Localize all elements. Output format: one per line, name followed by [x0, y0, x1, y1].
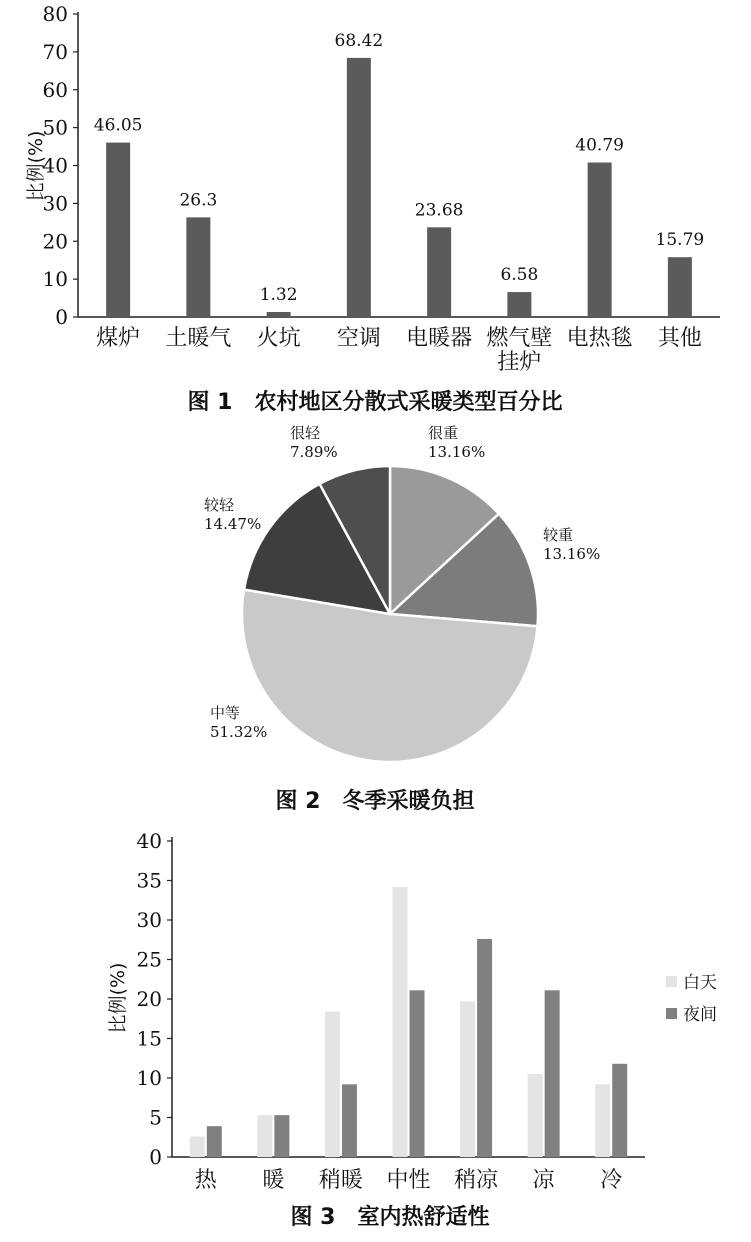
chart1-caption: 图 1 农村地区分散式采暖类型百分比: [187, 390, 563, 415]
chart3-y-tick-label: 20: [136, 987, 162, 1011]
chart1-y-tick-label: 60: [42, 77, 68, 102]
chart3-y-tick-label: 35: [136, 868, 162, 893]
chart1-y-tick-label: 50: [42, 115, 68, 140]
chart3-category-label: 稍暖: [318, 1168, 363, 1193]
pie-slice-label: 很轻: [290, 424, 321, 442]
chart3-y-tick-label: 10: [136, 1066, 162, 1090]
pie-slice-label: 较轻: [204, 496, 235, 514]
chart1-data-label: 1.32: [259, 285, 298, 306]
pie-slice-percent: 13.16%: [428, 443, 486, 461]
chart3-bar-night: [612, 1064, 627, 1157]
chart1-bar: [267, 312, 291, 317]
chart1-data-label: 46.05: [93, 115, 143, 136]
chart3-ylabel: 比例(%): [107, 962, 129, 1034]
chart3-y-tick-label: 30: [136, 908, 162, 932]
chart1-y-tick-label: 80: [42, 2, 68, 26]
pie-slice-label: 中等: [210, 704, 241, 722]
chart1-data-label: 6.58: [500, 265, 539, 286]
chart3-bar-night: [410, 990, 425, 1157]
chart1-bar: [588, 163, 612, 317]
chart1-category-label: 煤炉: [96, 326, 141, 351]
pie-slice-label: 较重: [543, 526, 574, 544]
chart3-bar-day: [190, 1136, 205, 1157]
chart-heating-burden: [204, 424, 600, 762]
chart-thermal-comfort: [107, 829, 717, 1193]
chart1-y-tick-label: 40: [42, 153, 68, 178]
chart3-bar-day: [460, 1001, 475, 1157]
chart3-bar-day: [393, 887, 408, 1157]
chart1-bar: [106, 143, 130, 317]
chart1-y-tick-label: 0: [55, 305, 68, 329]
chart1-bar: [347, 58, 371, 317]
chart1-bar: [186, 217, 210, 317]
chart1-y-tick-label: 20: [42, 229, 68, 254]
pie-slice-percent: 14.47%: [204, 515, 262, 533]
chart2-caption: 图 2 冬季采暖负担: [275, 789, 475, 814]
chart3-y-tick-label: 5: [149, 1105, 162, 1130]
chart1-data-label: 26.3: [179, 190, 218, 211]
chart1-category-label: 其他: [657, 326, 702, 351]
chart1-category-label: 空调: [336, 326, 381, 351]
chart1-data-label: 68.42: [334, 30, 384, 51]
chart3-bar-night: [342, 1084, 357, 1157]
chart3-category-label: 暖: [262, 1168, 285, 1193]
chart3-bar-night: [477, 939, 492, 1157]
chart1-category-label: 火坑: [256, 326, 301, 351]
chart1-category-label: 燃气壁: [486, 326, 553, 351]
chart1-ylabel: 比例(%): [25, 130, 47, 202]
pie-slice-percent: 51.32%: [210, 723, 268, 741]
chart1-category-label: 土暖气: [165, 326, 232, 351]
pie-slice-percent: 13.16%: [543, 545, 601, 563]
chart3-y-tick-label: 0: [149, 1145, 162, 1169]
chart1-category-label: 挂炉: [497, 350, 542, 375]
chart3-bar-day: [325, 1012, 340, 1157]
chart1-bar: [427, 227, 451, 317]
chart3-bar-night: [545, 990, 560, 1157]
chart3-y-tick-label: 25: [136, 947, 162, 972]
chart3-bar-night: [207, 1126, 222, 1157]
chart1-bar: [507, 292, 531, 317]
chart3-legend-swatch: [666, 1008, 677, 1019]
chart1-y-tick-label: 70: [42, 39, 68, 64]
chart3-category-label: 稍凉: [454, 1168, 499, 1193]
pie-slice-percent: 7.89%: [290, 443, 338, 461]
chart1-data-label: 15.79: [655, 230, 705, 251]
chart1-category-label: 电暖器: [406, 326, 473, 351]
chart1-y-tick-label: 30: [42, 191, 68, 216]
pie-slice-label: 很重: [428, 424, 459, 442]
chart1-y-tick-label: 10: [42, 267, 68, 292]
chart3-bar-day: [595, 1084, 610, 1157]
chart3-legend-label: 夜间: [683, 1005, 717, 1025]
chart3-caption: 图 3 室内热舒适性: [290, 1205, 490, 1230]
chart3-category-label: 中性: [386, 1168, 431, 1193]
chart3-bar-night: [274, 1115, 289, 1157]
chart3-y-tick-label: 15: [136, 1026, 162, 1051]
chart-heating-types: [25, 2, 720, 375]
chart3-bar-day: [528, 1074, 543, 1157]
chart3-legend-label: 白天: [683, 973, 717, 993]
chart3-category-label: 凉: [532, 1168, 555, 1193]
chart1-data-label: 23.68: [414, 200, 464, 221]
chart1-data-label: 40.79: [575, 135, 624, 156]
chart1-category-label: 电热毯: [566, 326, 633, 351]
chart3-legend-swatch: [666, 976, 677, 987]
chart3-y-tick-label: 40: [136, 829, 162, 853]
chart3-category-label: 热: [194, 1168, 217, 1193]
chart1-bar: [668, 257, 692, 317]
chart3-bar-day: [257, 1115, 272, 1157]
chart3-category-label: 冷: [600, 1168, 623, 1193]
